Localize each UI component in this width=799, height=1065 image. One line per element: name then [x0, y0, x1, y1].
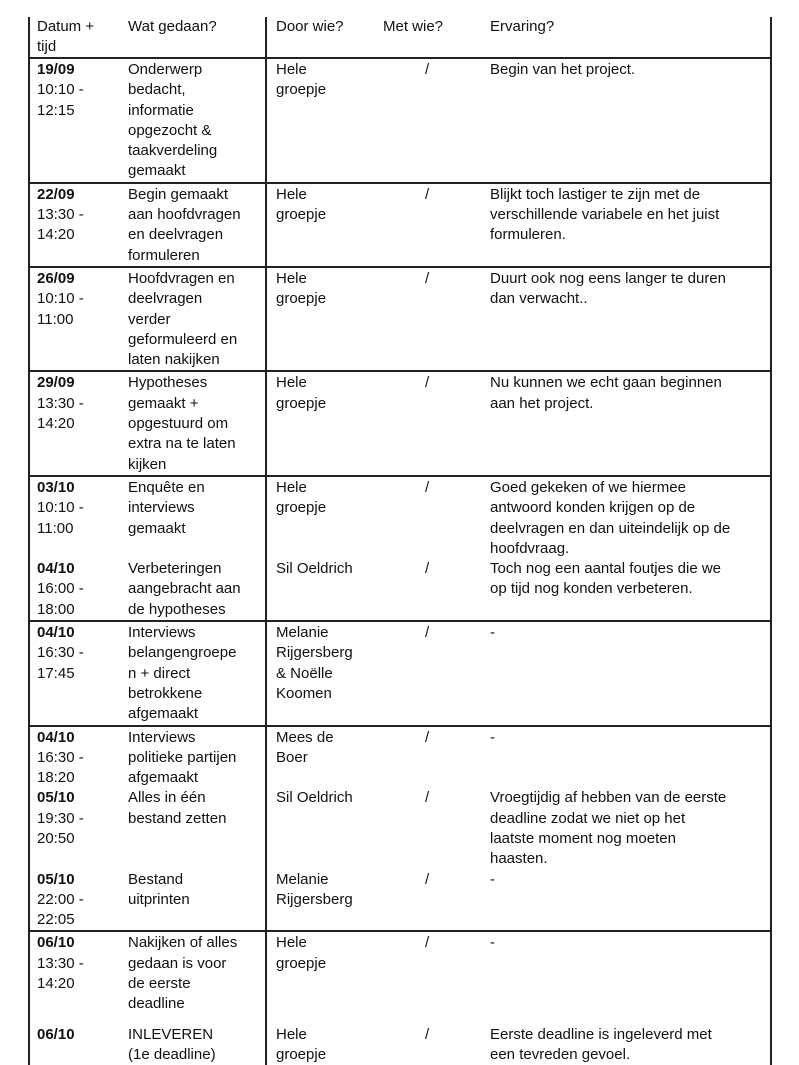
entry-experience: Toch nog een aantal foutjes die we op tijd nog konden verbeteren. — [490, 560, 721, 598]
entry-who: Mees de Boer — [276, 728, 334, 766]
entry-what: Nakijken of alles gedaan is voor de eerste deadline — [128, 934, 238, 1013]
table-row — [30, 373, 770, 474]
entry-what: Hoofdvragen en deelvragen verder geformuleerd en laten nakijken — [128, 269, 238, 369]
entry-what: Interviews politieke partijen afgemaakt — [128, 728, 237, 787]
entry-experience: - — [490, 934, 495, 952]
table-row-group — [30, 370, 770, 474]
entry-with: / — [425, 624, 430, 642]
entry-time: 16:30 - 17:45 — [37, 644, 84, 682]
table-row — [30, 185, 770, 266]
entry-experience: - — [490, 728, 495, 746]
entry-who: Melanie Rijgersberg & Noëlle Koomen — [276, 624, 353, 702]
entry-experience: Eerste deadline is ingeleverd met een tevreden gevoel. — [490, 1025, 712, 1063]
entry-time: 10:10 - 11:00 — [37, 290, 84, 328]
entry-time: 10:10 - 12:15 — [37, 81, 84, 119]
table-row-group — [30, 930, 770, 1065]
table-row — [30, 788, 770, 869]
entry-who: Hele groepje — [276, 374, 327, 412]
table-row-group — [30, 725, 770, 931]
table-row-group — [30, 266, 770, 370]
entry-what: Interviews belangengroepe n + direct betrokkene afgemaakt — [128, 624, 237, 723]
header-who: Door wie? — [276, 18, 344, 35]
entry-what: Verbeteringen aangebracht aan de hypotheses — [128, 560, 241, 618]
table-row — [30, 478, 770, 559]
entry-experience: Vroegtijdig af hebben van de eerste deadline zodat we niet op het laatste moment nog moeten haasten. — [490, 789, 727, 868]
entry-who: Hele groepje — [276, 185, 327, 224]
entry-experience: Blijkt toch lastiger te zijn met de verschillende variabele en het juist formuleren. — [490, 185, 720, 244]
table-row — [30, 870, 770, 931]
entry-experience: Goed gekeken of we hiermee antwoord konden krijgen op de deelvragen en dan uiteindelijk op de hoofdvraag. — [490, 478, 731, 557]
entry-time: 22:00 - 22:05 — [37, 890, 84, 929]
entry-with: / — [425, 269, 430, 287]
entry-with: / — [425, 478, 430, 496]
table-row — [30, 933, 770, 1014]
entry-what: Onderwerp bedacht, informatie opgezocht & taakverdeling gemaakt — [128, 61, 218, 180]
logbook-table — [28, 17, 772, 1065]
entry-who: Hele groepje — [276, 478, 327, 517]
entry-date: 29/09 — [37, 374, 75, 392]
table-row-group — [30, 57, 770, 182]
table-row — [30, 60, 770, 182]
entry-with: / — [425, 61, 430, 78]
table-row — [30, 269, 770, 370]
table-row-group — [30, 475, 770, 620]
entry-time: 16:30 - 18:20 — [37, 748, 84, 787]
entry-who: Hele groepje — [276, 269, 327, 308]
entry-who: Hele groepje — [276, 61, 327, 99]
entry-date: 06/10 — [37, 934, 75, 952]
entry-with: / — [425, 789, 430, 807]
table-row — [30, 559, 770, 620]
entry-time: 19:30 - 20:50 — [37, 809, 84, 847]
table-row-group — [30, 620, 770, 724]
entry-time: 13:30 - 14:20 — [37, 954, 84, 993]
entry-with: / — [425, 560, 430, 578]
entry-what: Bestand uitprinten — [128, 870, 190, 908]
entry-time: 10:10 - 11:00 — [37, 499, 84, 537]
entry-with: / — [425, 185, 430, 203]
entry-time: 13:30 - 14:20 — [37, 394, 84, 433]
entry-date: 04/10 — [37, 624, 75, 642]
entry-what: Hypotheses gemaakt + opgestuurd om extra na te laten kijken — [128, 374, 236, 473]
entry-experience: Begin van het project. — [490, 61, 636, 78]
header-with: Met wie? — [383, 18, 444, 35]
table-header — [30, 17, 770, 57]
entry-date: 22/09 — [37, 185, 75, 203]
entry-who: Melanie Rijgersberg — [276, 870, 353, 908]
table-row — [30, 1025, 770, 1065]
entry-date: 26/09 — [37, 269, 75, 287]
entry-date: 04/10 — [37, 560, 75, 578]
table-row — [30, 623, 770, 724]
entry-experience: - — [490, 624, 495, 642]
entry-with: / — [425, 374, 430, 392]
entry-date: 05/10 — [37, 789, 75, 807]
table-row — [30, 728, 770, 789]
entry-who: Hele groepje — [276, 934, 327, 972]
entry-what: Alles in één bestand zetten — [128, 789, 227, 827]
entry-date: 03/10 — [37, 478, 75, 496]
entry-what: INLEVEREN (1e deadline) — [128, 1025, 216, 1063]
table-row-group — [30, 182, 770, 266]
entry-with: / — [425, 870, 430, 888]
entry-who: Hele groepje — [276, 1025, 327, 1063]
entry-with: / — [425, 728, 430, 746]
entry-date: 19/09 — [37, 61, 75, 78]
entry-with: / — [425, 934, 430, 952]
entry-time: 16:00 - 18:00 — [37, 580, 84, 618]
entry-date: 04/10 — [37, 728, 75, 746]
header-date: Datum + tijd — [37, 18, 95, 56]
entry-what: Enquête en interviews gemaakt — [128, 478, 205, 537]
entry-who: Sil Oeldrich — [276, 560, 353, 578]
entry-who: Sil Oeldrich — [276, 789, 353, 807]
header-what: Wat gedaan? — [128, 18, 217, 35]
entry-what: Begin gemaakt aan hoofdvragen en deelvragen formuleren — [128, 185, 241, 264]
entry-experience: Duurt ook nog eens langer te duren dan verwacht.. — [490, 269, 726, 308]
entry-date: 06/10 — [37, 1025, 75, 1043]
entry-experience: Nu kunnen we echt gaan beginnen aan het project. — [490, 374, 722, 412]
header-experience: Ervaring? — [490, 18, 555, 35]
entry-date: 05/10 — [37, 870, 75, 888]
entry-experience: - — [490, 870, 495, 888]
entry-time: 13:30 - 14:20 — [37, 206, 84, 244]
entry-with: / — [425, 1025, 430, 1043]
